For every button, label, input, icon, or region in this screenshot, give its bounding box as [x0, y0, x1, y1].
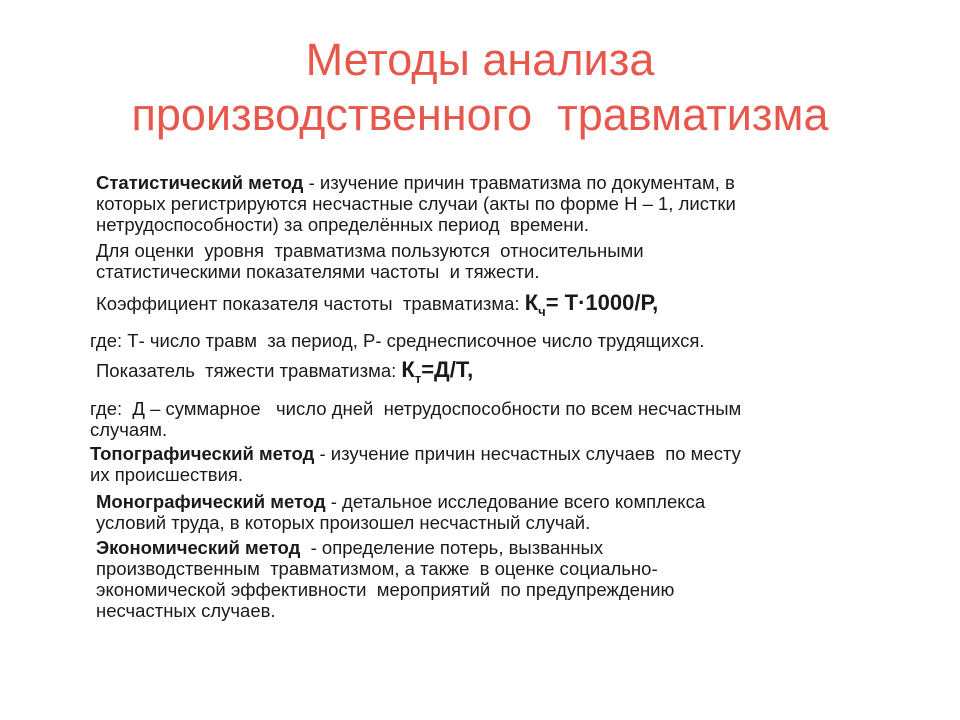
assessment-line-2: статистическими показателями частоты и тяжести. — [96, 261, 540, 282]
title-line-1: Методы анализа — [305, 34, 655, 85]
statistical-method-term: Статистический метод — [96, 172, 304, 193]
frequency-label: Коэффициент показателя частоты травматизма: — [96, 293, 525, 314]
statistical-method-paragraph — [96, 172, 906, 235]
statistical-method-line-3: нетрудоспособности) за определённых период времени. — [96, 214, 589, 235]
economic-method-line-2: производственным травматизмом, а также в оценке социально- — [96, 558, 658, 579]
economic-method-line-4: несчастных случаев. — [96, 600, 276, 621]
statistical-method-line-2: которых регистрируются несчастные случаи (акты по форме Н – 1, листки — [96, 193, 736, 214]
frequency-formula-rest: = Т·1000/Р, — [545, 290, 659, 315]
severity-label: Показатель тяжести травматизма: — [96, 360, 402, 381]
monographic-method-paragraph — [96, 491, 906, 533]
severity-formula-rest: =Д/Т, — [421, 357, 474, 382]
slide-body — [90, 172, 906, 621]
statistical-method-text: - изучение причин травматизма по документам, в — [303, 172, 735, 193]
severity-where-line-1: где: Д – суммарное число дней нетрудоспособности по всем несчастным — [90, 398, 742, 419]
monographic-method-term: Монографический метод — [96, 491, 326, 512]
monographic-method-text: - детальное исследование всего комплекса — [325, 491, 706, 512]
frequency-formula-subscript: ч — [538, 304, 546, 319]
severity-formula-subscript: т — [414, 371, 422, 386]
severity-where-line-2: случаям. — [90, 419, 168, 440]
title-line-2: производственного травматизма — [131, 89, 829, 140]
economic-method-text: - определение потерь, вызванных — [300, 537, 604, 558]
assessment-paragraph — [96, 240, 906, 282]
frequency-formula-paragraph — [96, 292, 906, 322]
frequency-where: где: Т- число травм за период, Р- среднесписочное число трудящихся. — [90, 330, 705, 351]
topographic-method-line-2: их происшествия. — [90, 464, 244, 485]
monographic-method-line-2: условий труда, в которых произошел несчастный случай. — [96, 512, 591, 533]
topographic-method-paragraph — [90, 443, 906, 485]
topographic-method-text: - изучение причин несчастных случаев по месту — [314, 443, 741, 464]
frequency-formula-k: К — [524, 290, 539, 315]
severity-formula-k: К — [401, 357, 415, 382]
frequency-where-paragraph — [90, 330, 906, 351]
severity-where-paragraph — [90, 398, 906, 440]
assessment-line-1: Для оценки уровня травматизма пользуются относительными — [96, 240, 644, 261]
economic-method-paragraph — [96, 537, 906, 621]
economic-method-term: Экономический метод — [96, 537, 301, 558]
severity-formula-paragraph — [96, 359, 906, 389]
slide-title — [0, 32, 960, 142]
topographic-method-term: Топографический метод — [90, 443, 315, 464]
economic-method-line-3: экономической эффективности мероприятий по предупреждению — [96, 579, 675, 600]
